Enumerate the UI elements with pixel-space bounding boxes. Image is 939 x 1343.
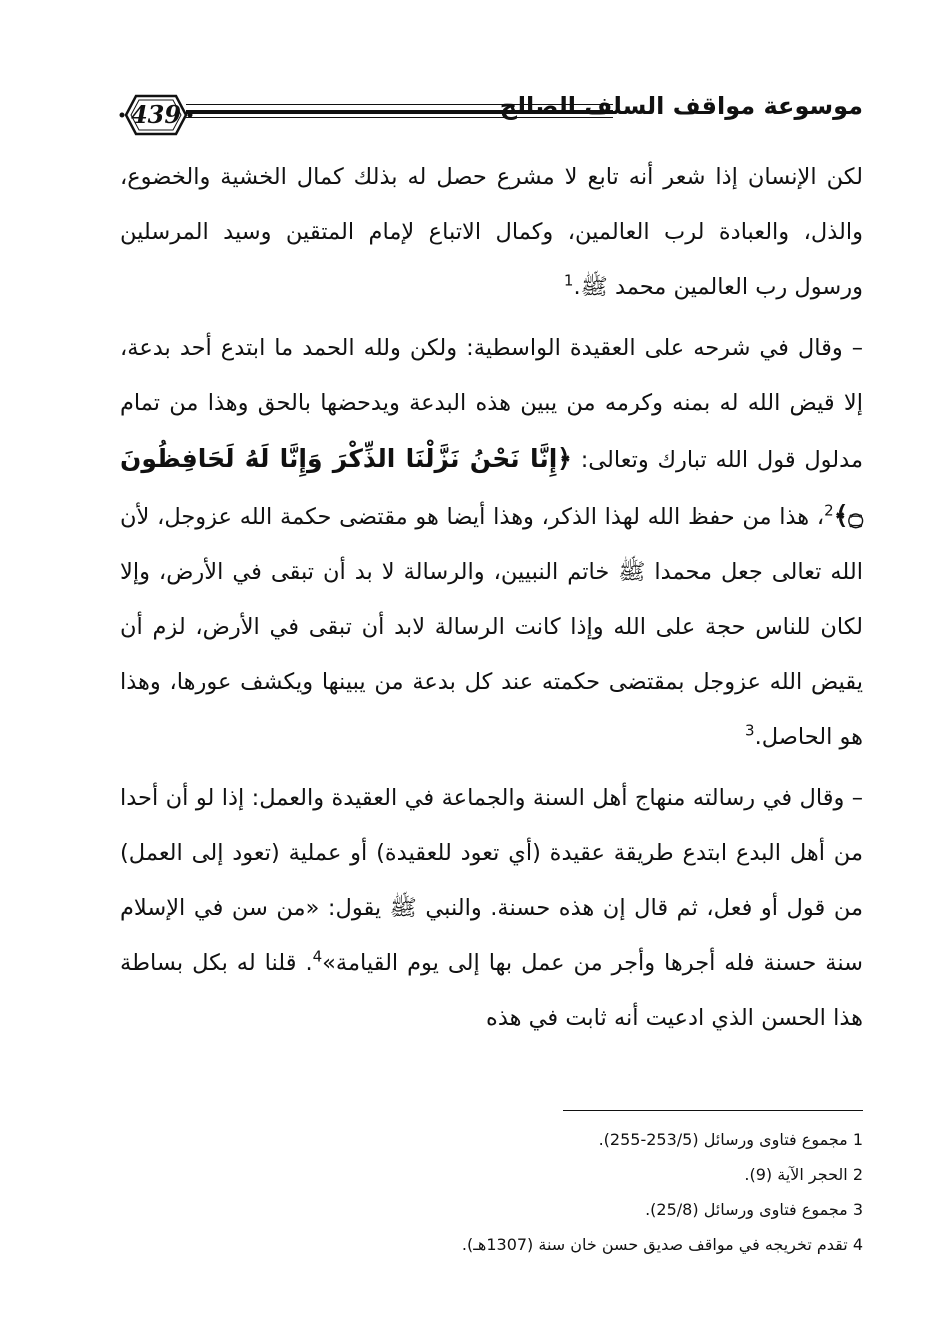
paragraph-2	[120, 321, 863, 765]
running-title: موسوعة مواقف السلف الصالح	[499, 92, 863, 120]
footnote-ref-2: 2	[824, 501, 834, 520]
quran-verse: ﴿إِنَّا نَحْنُ نَزَّلْنَا الذِّكْرَ وَإِنَّا لَهُ لَحَافِظُونَ ۝﴾	[120, 444, 863, 530]
footnote-ref-4: 4	[312, 947, 323, 966]
page-number-badge	[118, 92, 194, 138]
body-text	[120, 150, 863, 1052]
paragraph-3	[120, 771, 863, 1046]
footnote-4: 4 تقدم تخريجه في مواقف صديق حسن خان سنة (1307هـ).	[461, 1235, 863, 1254]
footnote-2: 2 الحجر الآية (9).	[744, 1165, 863, 1184]
page-number: 439	[130, 100, 182, 129]
paragraph-1-text: لكن الإنسان إذا شعر أنه تابع لا مشرع حصل له بذلك كمال الخشية والخضوع، والذل، والعبادة لرب العالمين، وكمال الاتباع لإمام المتقين وسيد المرسلين ورسول رب العالمين محمد ﷺ.	[120, 164, 863, 300]
paragraph-2-text: – وقال في شرحه على العقيدة الواسطية: ولكن ولله الحمد ما ابتدع أحد بدعة، إلا قيض الله له بمنه وكرمه من يبين هذه البدعة ويدحضها بالحق وهذا من تمام مدلول قول الله تبارك وتعالى:	[120, 335, 864, 473]
page-header	[118, 92, 863, 142]
footnote-ref-3: 3	[745, 721, 755, 740]
footnote-ref-1: 1	[563, 271, 574, 290]
footnote-1: 1 مجموع فتاوى ورسائل (253/5-255).	[598, 1130, 863, 1149]
paragraph-1	[120, 150, 863, 315]
paragraph-2-continuation: ، هذا من حفظ الله لهذا الذكر، وهذا أيضا هو مقتضى حكمة الله عزوجل، لأن الله تعالى جعل محمدا ﷺ خاتم النبيين، والرسالة لا بد أن تبقى في الأرض، وإلا لكان للناس حجة على الله وإذا كانت الرسالة لابد أن تبقى في الأرض، لزم أن يقيض الله عزوجل بمقتضى حكمته عند كل بدعة من يبينها ويكشف عورها، وهذا هو الحاصل.	[120, 504, 863, 750]
paragraph-3-continuation: . قلنا له بكل بساطة هذا الحسن الذي ادعيت أنه ثابت في هذه	[120, 950, 863, 1031]
footnote-3: 3 مجموع فتاوى ورسائل (25/8).	[645, 1200, 863, 1219]
paragraph-3-text: – وقال في رسالته منهاج أهل السنة والجماعة في العقيدة والعمل: إذا لو أن أحدا من أهل البدع ابتدع طريقة عقيدة (أي تعود للعقيدة) أو عملية (تعود إلى العمل) من قول أو فعل، ثم قال إن هذه حسنة. والنبي ﷺ يقول: «من سن في الإسلام سنة حسنة فله أجرها وأجر من عمل بها إلى يوم القيامة»	[120, 785, 863, 976]
footnote-separator	[563, 1110, 863, 1111]
footnotes	[120, 1125, 863, 1265]
